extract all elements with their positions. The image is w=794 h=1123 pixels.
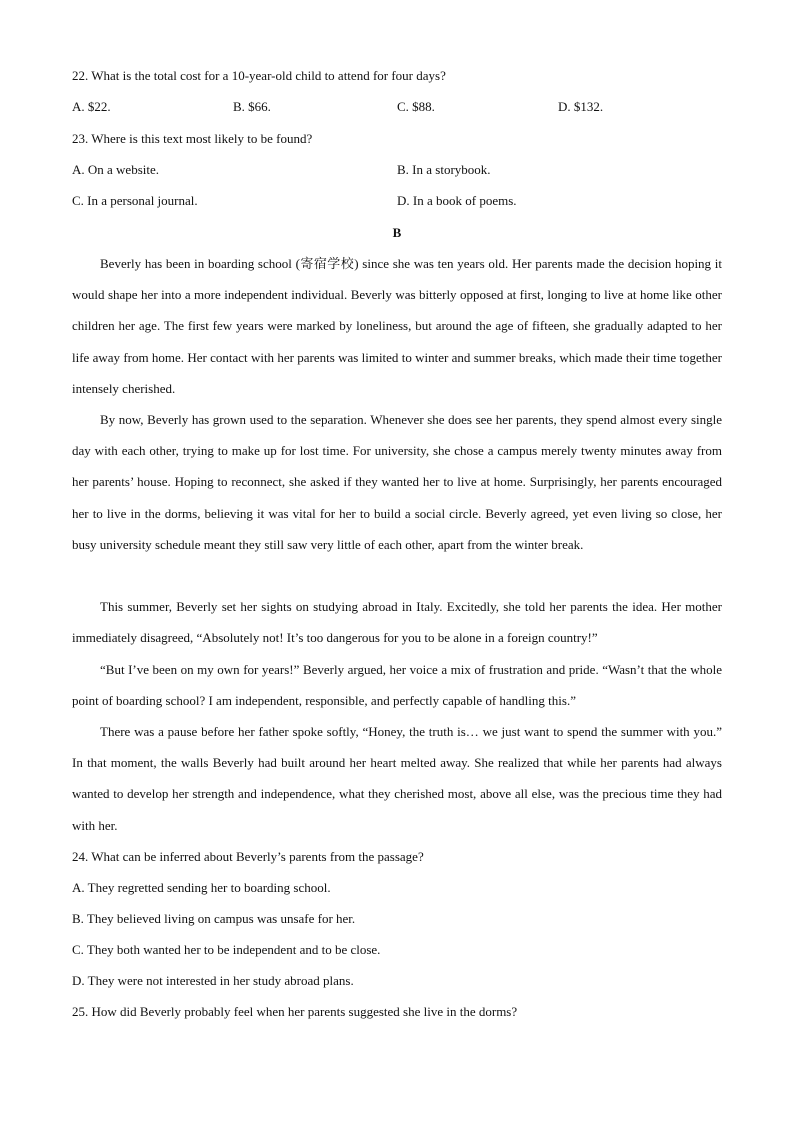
- section-heading: B: [392, 225, 402, 240]
- question-24-option-c[interactable]: C. They both wanted her to be independent and to be close.: [72, 942, 381, 957]
- question-23-option-c[interactable]: C. In a personal journal.: [72, 193, 198, 208]
- question-24-option-d[interactable]: D. They were not interested in her study abroad plans.: [72, 973, 354, 988]
- question-25-stem: 25. How did Beverly probably feel when her parents suggested she live in the dorms?: [72, 1004, 518, 1019]
- question-24-option-a[interactable]: A. They regretted sending her to boarding school.: [72, 880, 331, 895]
- passage-paragraph-1: Beverly has been in boarding school (寄宿学校) since she was ten years old. Her parents made the decision hoping it would shape her into a more independent individual. Beverly was bitterly opposed at first, longing to live at home like other children her age. The first few years were marked by loneliness, but around the age of fifteen, she gradually adapted to her life away from home. Her contact with her parents was limited to winter and summer breaks, which made their time together intensely cherished.: [72, 256, 722, 396]
- question-24-stem: 24. What can be inferred about Beverly’s parents from the passage?: [72, 849, 424, 864]
- passage-paragraph-5: There was a pause before her father spoke softly, “Honey, the truth is… we just want to spend the summer with you.” In that moment, the walls Beverly had built around her heart melted away. She realized that while her parents had always wanted to develop her strength and independence, what they cherished most, above all else, was the precious time they had with her.: [72, 724, 722, 833]
- passage-paragraph-4: “But I’ve been on my own for years!” Beverly argued, her voice a mix of frustration and pride. “Wasn’t that the whole point of boarding school? I am independent, responsible, and perfectly capable of handling this.”: [72, 662, 722, 709]
- passage-paragraph-2: By now, Beverly has grown used to the separation. Whenever she does see her parents, they spend almost every single day with each other, trying to make up for lost time. For university, she chose a campus merely twenty minutes away from her parents’ house. Hoping to reconnect, she asked if they wanted her to live at home. Surprisingly, her parents encouraged her to live in the dorms, believing it was vital for her to build a social circle. Beverly agreed, yet even living so close, her busy university schedule meant they still saw very little of each other, apart from the winter break.: [72, 412, 722, 552]
- question-22-option-a[interactable]: A. $22.: [72, 99, 111, 114]
- question-22-option-c[interactable]: C. $88.: [397, 99, 435, 114]
- question-23-option-a[interactable]: A. On a website.: [72, 162, 160, 177]
- passage-paragraph-3: This summer, Beverly set her sights on studying abroad in Italy. Excitedly, she told her parents the idea. Her mother immediately disagreed, “Absolutely not! It’s too dangerous for you to be alone in a foreign country!”: [72, 599, 722, 646]
- question-23-stem: 23. Where is this text most likely to be found?: [72, 131, 313, 146]
- question-22-option-b[interactable]: B. $66.: [233, 99, 271, 114]
- question-22-option-d[interactable]: D. $132.: [558, 99, 604, 114]
- question-24-option-b[interactable]: B. They believed living on campus was unsafe for her.: [72, 911, 356, 926]
- question-22-stem: 22. What is the total cost for a 10-year-old child to attend for four days?: [72, 68, 446, 83]
- question-23-option-b[interactable]: B. In a storybook.: [397, 162, 491, 177]
- question-23-option-d[interactable]: D. In a book of poems.: [397, 193, 517, 208]
